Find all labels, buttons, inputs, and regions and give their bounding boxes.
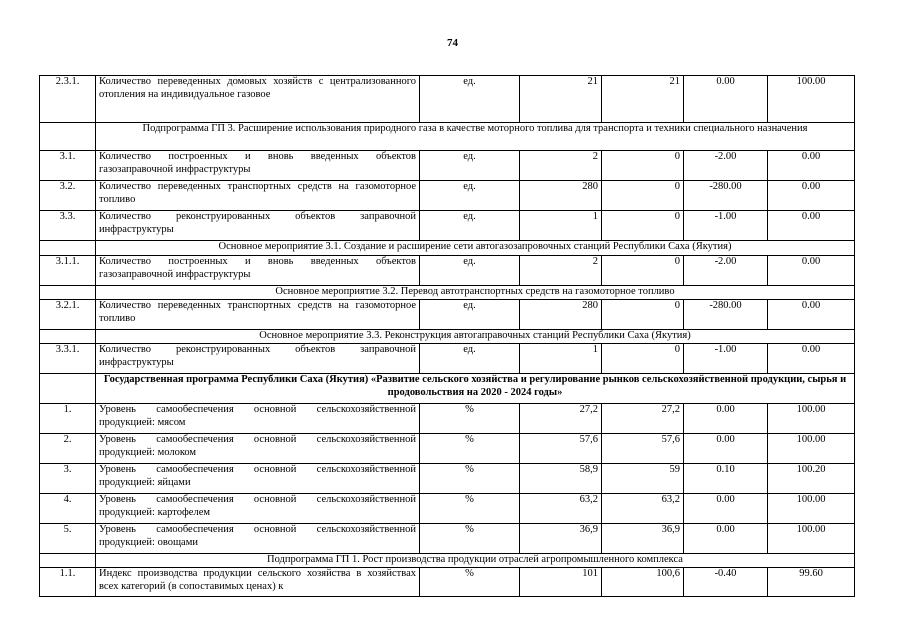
section-title: Подпрограмма ГП 1. Рост производства продукции отраслей агропромышленного комплекса [96, 554, 855, 568]
deviation-value: 0.00 [684, 434, 768, 464]
plan-value: 280 [520, 300, 602, 330]
table-body [40, 76, 855, 597]
row-number: 2.3.1. [40, 76, 96, 123]
section-header-row [40, 241, 855, 256]
row-number: 5. [40, 524, 96, 554]
unit-cell: ед. [420, 300, 520, 330]
percent-value: 100.20 [768, 464, 855, 494]
unit-cell: ед. [420, 344, 520, 374]
row-number: 3. [40, 464, 96, 494]
table-row [40, 211, 855, 241]
row-number-blank [40, 554, 96, 568]
percent-value: 100.00 [768, 434, 855, 464]
fact-value: 0 [602, 181, 684, 211]
deviation-value: -0.40 [684, 568, 768, 597]
fact-value: 0 [602, 256, 684, 286]
fact-value: 0 [602, 211, 684, 241]
deviation-value: -2.00 [684, 151, 768, 181]
percent-value: 100.00 [768, 524, 855, 554]
unit-cell: % [420, 434, 520, 464]
unit-cell: % [420, 568, 520, 597]
row-number-blank [40, 241, 96, 256]
indicators-table [39, 75, 855, 597]
plan-value: 2 [520, 256, 602, 286]
deviation-value: -2.00 [684, 256, 768, 286]
fact-value: 21 [602, 76, 684, 123]
section-title: Подпрограмма ГП 3. Расширение использования природного газа в качестве моторного топлива для транспорта и техники специального назначения [96, 123, 855, 151]
percent-value: 100.00 [768, 494, 855, 524]
plan-value: 57,6 [520, 434, 602, 464]
table-row [40, 256, 855, 286]
unit-cell: % [420, 524, 520, 554]
deviation-value: 0.00 [684, 524, 768, 554]
unit-cell: ед. [420, 256, 520, 286]
indicator-name: Количество построенных и вновь введенных объектов газозаправочной инфраструктуры [96, 151, 420, 181]
plan-value: 101 [520, 568, 602, 597]
plan-value: 63,2 [520, 494, 602, 524]
percent-value: 0.00 [768, 181, 855, 211]
indicator-name: Количество построенных и вновь введенных объектов газозаправочной инфраструктуры [96, 256, 420, 286]
plan-value: 36,9 [520, 524, 602, 554]
indicator-name: Уровень самообеспечения основной сельскохозяйственной продукцией: яйцами [96, 464, 420, 494]
indicator-name: Уровень самообеспечения основной сельскохозяйственной продукцией: картофелем [96, 494, 420, 524]
table-row [40, 494, 855, 524]
indicator-name: Количество переведенных транспортных средств на газомоторное топливо [96, 300, 420, 330]
row-number: 1. [40, 404, 96, 434]
fact-value: 0 [602, 151, 684, 181]
table-row [40, 181, 855, 211]
fact-value: 36,9 [602, 524, 684, 554]
indicator-name: Количество переведенных транспортных средств на газомоторное топливо [96, 181, 420, 211]
row-number-blank [40, 286, 96, 300]
row-number: 3.2. [40, 181, 96, 211]
row-number-blank [40, 374, 96, 404]
unit-cell: ед. [420, 211, 520, 241]
table-row [40, 524, 855, 554]
row-number: 3.3.1. [40, 344, 96, 374]
percent-value: 99.60 [768, 568, 855, 597]
plan-value: 27,2 [520, 404, 602, 434]
percent-value: 0.00 [768, 300, 855, 330]
percent-value: 0.00 [768, 256, 855, 286]
row-number: 2. [40, 434, 96, 464]
unit-cell: ед. [420, 76, 520, 123]
section-header-row [40, 286, 855, 300]
plan-value: 1 [520, 344, 602, 374]
deviation-value: 0.00 [684, 76, 768, 123]
table-row [40, 76, 855, 123]
unit-cell: % [420, 494, 520, 524]
row-number: 3.1.1. [40, 256, 96, 286]
table-row [40, 464, 855, 494]
indicator-name: Индекс производства продукции сельского хозяйства в хозяйствах всех категорий (в сопоставимых ценах) к [96, 568, 420, 597]
unit-cell: ед. [420, 181, 520, 211]
percent-value: 100.00 [768, 76, 855, 123]
fact-value: 57,6 [602, 434, 684, 464]
row-number: 3.3. [40, 211, 96, 241]
indicator-name: Количество реконструированных объектов заправочной инфраструктуры [96, 344, 420, 374]
indicator-name: Количество переведенных домовых хозяйств с централизованного отопления на индивидуальное газовое [96, 76, 420, 123]
row-number: 3.2.1. [40, 300, 96, 330]
percent-value: 100.00 [768, 404, 855, 434]
plan-value: 2 [520, 151, 602, 181]
fact-value: 100,6 [602, 568, 684, 597]
table-row [40, 434, 855, 464]
table-row [40, 300, 855, 330]
section-header-row [40, 123, 855, 151]
row-number: 4. [40, 494, 96, 524]
table-row [40, 404, 855, 434]
page-number: 74 [447, 37, 458, 49]
section-title: Основное мероприятие 3.3. Реконструкция автогаправочных станций Республики Саха (Якутия) [96, 330, 855, 344]
program-header-row [40, 374, 855, 404]
fact-value: 0 [602, 300, 684, 330]
deviation-value: -1.00 [684, 211, 768, 241]
fact-value: 27,2 [602, 404, 684, 434]
row-number: 1.1. [40, 568, 96, 597]
fact-value: 63,2 [602, 494, 684, 524]
indicator-name: Уровень самообеспечения основной сельскохозяйственной продукцией: овощами [96, 524, 420, 554]
indicator-name: Уровень самообеспечения основной сельскохозяйственной продукцией: мясом [96, 404, 420, 434]
percent-value: 0.00 [768, 344, 855, 374]
row-number-blank [40, 330, 96, 344]
unit-cell: % [420, 464, 520, 494]
indicator-name: Уровень самообеспечения основной сельскохозяйственной продукцией: молоком [96, 434, 420, 464]
table-row [40, 568, 855, 597]
fact-value: 0 [602, 344, 684, 374]
deviation-value: -280.00 [684, 300, 768, 330]
deviation-value: -280.00 [684, 181, 768, 211]
percent-value: 0.00 [768, 211, 855, 241]
section-header-row [40, 330, 855, 344]
row-number: 3.1. [40, 151, 96, 181]
deviation-value: 0.10 [684, 464, 768, 494]
row-number-blank [40, 123, 96, 151]
section-title: Основное мероприятие 3.2. Перевод автотранспортных средств на газомоторное топливо [96, 286, 855, 300]
fact-value: 59 [602, 464, 684, 494]
unit-cell: % [420, 404, 520, 434]
percent-value: 0.00 [768, 151, 855, 181]
program-title: Государственная программа Республики Саха (Якутия) «Развитие сельского хозяйства и регулирование рынков сельскохозяйственной продукции, сырья и продовольствия на 2020 - 2024 годы» [96, 374, 855, 404]
plan-value: 21 [520, 76, 602, 123]
plan-value: 58,9 [520, 464, 602, 494]
unit-cell: ед. [420, 151, 520, 181]
section-title: Основное мероприятие 3.1. Создание и расширение сети автогазозапровочных станций Республики Саха (Якутия) [96, 241, 855, 256]
table-row [40, 151, 855, 181]
plan-value: 280 [520, 181, 602, 211]
table-row [40, 344, 855, 374]
indicator-name: Количество реконструированных объектов заправочной инфраструктуры [96, 211, 420, 241]
deviation-value: 0.00 [684, 404, 768, 434]
deviation-value: -1.00 [684, 344, 768, 374]
plan-value: 1 [520, 211, 602, 241]
section-header-row [40, 554, 855, 568]
deviation-value: 0.00 [684, 494, 768, 524]
